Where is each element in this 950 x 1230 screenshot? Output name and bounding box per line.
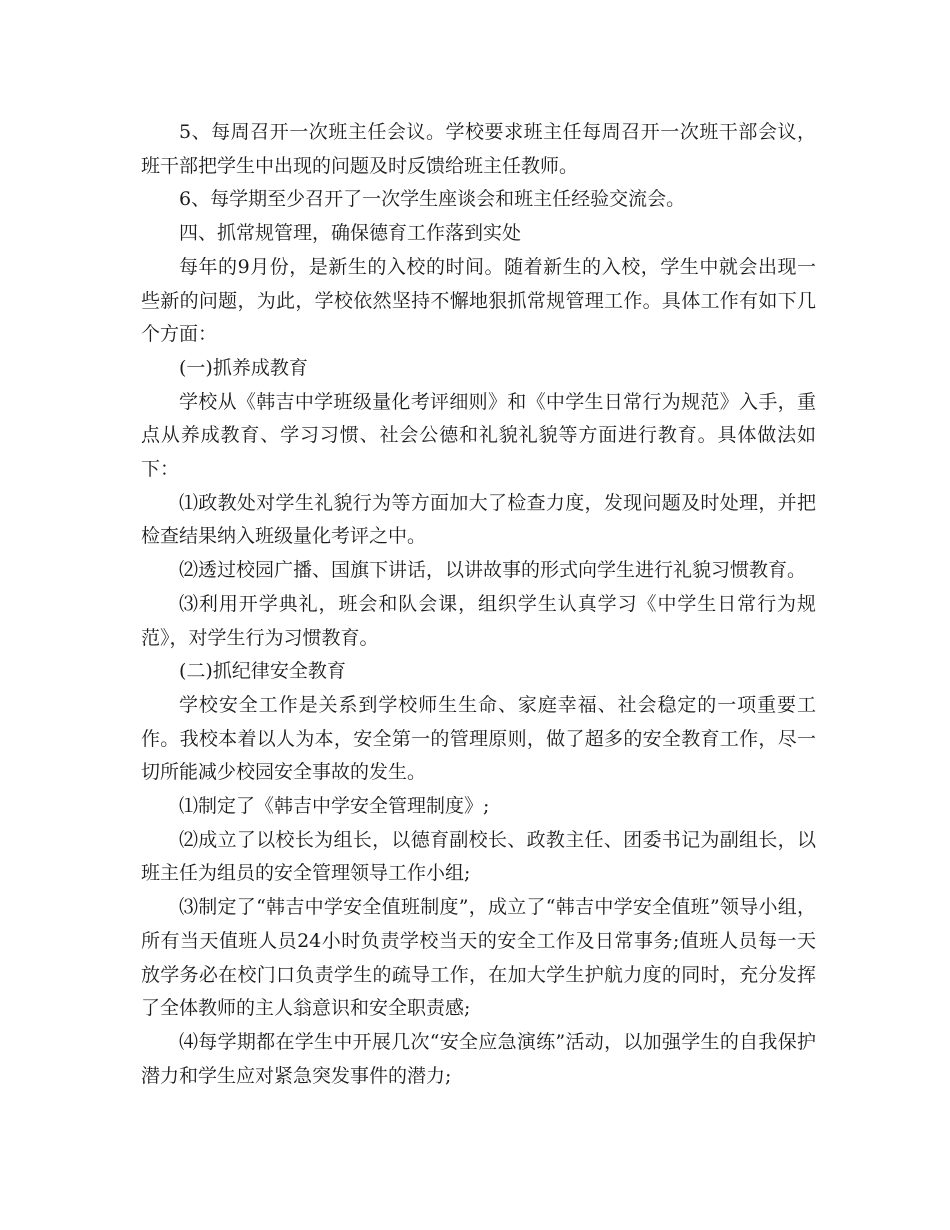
list-item-broadcast: ⑵透过校园广播、国旗下讲话，以讲故事的形式向学生进行礼貌习惯教育。: [179, 559, 807, 582]
section-heading-routine-management: 四、抓常规管理，确保德育工作落到实处: [179, 222, 522, 245]
list-item-duty-system: ⑶制定了“韩吉中学安全值班制度”，成立了“韩吉中学安全值班”领导小组，所有当天值班人员24小时负责学校当天的安全工作及日常事务;值班人员每一天放学务必在校门口负责学生的疏导工作，在加大学生护航力度的同时，充分发挥了全体教师的主人翁意识和安全职责感;: [141, 896, 816, 1020]
list-item-emergency-drill: ⑷每学期都在学生中开展几次“安全应急演练”活动，以加强学生的自我保护潜力和学生应对紧急突发事件的潜力;: [141, 1030, 816, 1087]
paragraph-safety-intro: 学校安全工作是关系到学校师生生命、家庭幸福、社会稳定的一项重要工作。我校本着以人为本，安全第一的管理原则，做了超多的安全教育工作，尽一切所能减少校园安全事故的发生。: [141, 693, 816, 784]
list-item-opening-ceremony: ⑶利用开学典礼，班会和队会课，组织学生认真学习《中学生日常行为规范》，对学生行为习惯教育。: [141, 592, 816, 649]
list-item-inspection: ⑴政教处对学生礼貌行为等方面加大了检查力度，发现问题及时处理，并把检查结果纳入班级量化考评之中。: [141, 491, 816, 548]
document-body: [141, 116, 816, 1093]
paragraph-new-students: 每年的9月份，是新生的入校的时间。随着新生的入校，学生中就会出现一些新的问题，为此，学校依然坚持不懈地狠抓常规管理工作。具体工作有如下几个方面：: [141, 255, 816, 346]
paragraph-habit-education-intro: 学校从《韩吉中学班级量化考评细则》和《中学生日常行为规范》入手，重点从养成教育、学习习惯、社会公德和礼貌礼貌等方面进行教育。具体做法如下：: [141, 390, 816, 481]
paragraph-item-5-weekly-meeting: 5、每周召开一次班主任会议。学校要求班主任每周召开一次班干部会议，班干部把学生中出现的问题及时反馈给班主任教师。: [141, 121, 816, 177]
subheading-habit-education: (一)抓养成教育: [179, 356, 308, 379]
list-item-safety-group: ⑵成立了以校长为组长，以德育副校长、政教主任、团委书记为副组长，以班主任为组员的安全管理领导工作小组;: [141, 828, 816, 885]
subheading-safety-education: (二)抓纪律安全教育: [179, 660, 346, 683]
list-item-safety-rules: ⑴制定了《韩吉中学安全管理制度》;: [179, 795, 490, 818]
paragraph-item-6-symposium: 6、每学期至少召开了一次学生座谈会和班主任经验交流会。: [179, 188, 686, 211]
